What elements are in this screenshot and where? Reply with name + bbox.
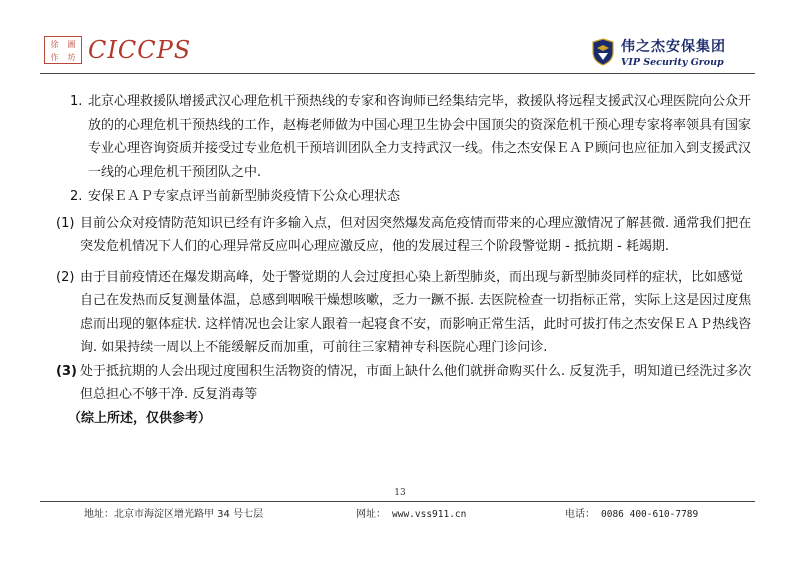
shield-emblem-icon — [591, 38, 615, 66]
page-number: 13 — [394, 488, 406, 498]
document-body — [56, 90, 754, 430]
seal-char: 作 — [50, 53, 59, 62]
ciccps-logo-text: CICCPS — [88, 36, 192, 64]
footer-divider — [40, 501, 755, 502]
sub-item-2 — [56, 266, 754, 360]
header-divider — [40, 73, 755, 74]
sub-number: (3) — [56, 363, 77, 379]
website-value[interactable]: www.vss911.cn — [392, 509, 467, 520]
footer-website — [356, 505, 466, 520]
footer-phone — [565, 505, 698, 520]
brand-name-en: VIP Security Group — [621, 57, 724, 68]
seal-char: 圖 — [67, 40, 76, 49]
address-label: 地址： — [84, 509, 114, 520]
seal-char: 徐 — [50, 40, 59, 49]
summary-note: （综上所述，仅供参考） — [68, 410, 212, 426]
sub-item-text: 目前公众对疫情防范知识已经有许多输入点，但对因突然爆发高危疫情而带来的心理应激情况了解甚微. 通常我们把在突发危机情况下人们的心理异常反应叫心理应激反应，他的发展过程三个阶段警觉期 - 抵抗期 - 耗竭期. — [80, 215, 752, 254]
phone-label: 电话： — [565, 509, 595, 520]
sub-item-3 — [56, 360, 754, 407]
sub-item-text: 处于抵抗期的人会出现过度囤积生活物资的情况，市面上缺什么他们就拼命购买什么. 反复洗手，明知道已经洗过多次但总担心不够干净. 反复消毒等 — [80, 363, 752, 402]
ciccps-logo — [44, 36, 191, 64]
list-number: 2. — [70, 189, 83, 204]
website-label: 网址： — [356, 509, 386, 520]
footer-address — [84, 505, 263, 520]
sub-item-1 — [56, 212, 754, 259]
red-seal-icon — [44, 36, 82, 64]
list-item-text: 北京心理救援队增援武汉心理危机干预热线的专家和咨询师已经集结完毕，救援队将远程支援武汉心理医院向公众开放的的心理危机干预热线的工作，赵梅老师做为中国心理卫生协会中国顶尖的资深危机干预心理专家将率领具有国家专业心理咨询资质并接受过专业危机干预培训团队全力支持武汉一线。伟之杰安保ＥＡＰ顾问也应征加入到支援武汉一线的心理危机干预团队之中. — [88, 94, 752, 180]
list-number: 1. — [70, 94, 83, 109]
vip-security-logo — [591, 36, 726, 68]
sub-number: (2) — [56, 269, 75, 285]
brand-name-cn: 伟之杰安保集团 — [621, 39, 726, 55]
list-item-text: 安保ＥＡＰ专家点评当前新型肺炎疫情下公众心理状态 — [88, 189, 401, 204]
page-header — [0, 0, 800, 80]
phone-value: 0086 400-610-7789 — [601, 509, 699, 520]
list-item-2 — [70, 185, 754, 209]
address-value: 北京市海淀区增光路甲 34 号七层 — [114, 509, 264, 520]
sub-number: (1) — [56, 215, 75, 231]
list-item-1 — [70, 90, 754, 184]
seal-char: 坊 — [67, 53, 76, 62]
sub-item-text: 由于目前疫情还在爆发期高峰，处于警觉期的人会过度担心染上新型肺炎，而出现与新型肺炎同样的症状，比如感觉自己在发热而反复测量体温，总感到咽喉干燥想咳嗽，乏力一蹶不振. 去医院检查一切指标正常，实际上这是因过度焦虑而出现的躯体症状. 这样情况也会让家人跟着一起寝食不安，而影响正常生活，此时可拔打伟之杰安保ＥＡＰ热线咨询. 如果持续一周以上不能缓解反而加重，可前往三家精神专科医院心理门诊问诊. — [80, 269, 752, 355]
